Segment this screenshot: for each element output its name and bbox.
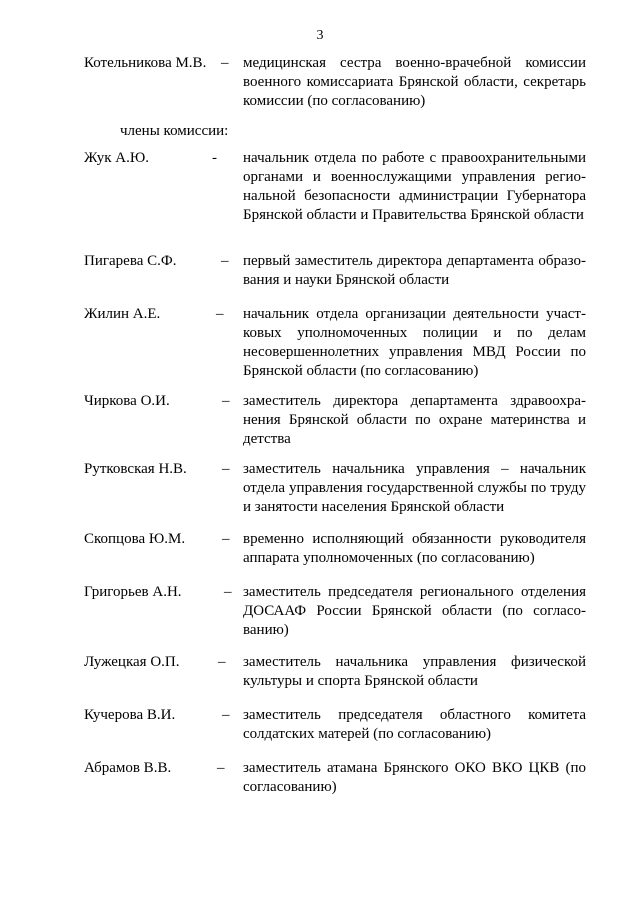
person-position: заместитель председателя регионального отделения ДОСААФ России Брянской области (по согласо-ванию): [243, 584, 586, 638]
dash-separator: –: [216, 306, 224, 322]
person-name: Абрамов В.В.: [84, 760, 172, 776]
person-position: заместитель директора департамента здравоохра-нения Брянской области по охране материнства и детства: [243, 393, 586, 447]
person-name: Жук А.Ю.: [84, 150, 149, 166]
dash-separator: –: [222, 531, 230, 547]
person-name: Кучерова В.И.: [84, 707, 176, 723]
dash-separator: –: [221, 253, 229, 269]
person-position: временно исполняющий обязанности руководителя аппарата уполномоченных (по согласованию): [243, 531, 586, 566]
dash-separator: –: [222, 393, 230, 409]
person-name: Лужецкая О.П.: [84, 654, 180, 670]
person-position: начальник отдела организации деятельности участ-ковых уполномоченных полиции и по делам несовершеннолетних управления МВД России по Брянской области (по согласованию): [243, 306, 586, 379]
person-name: Рутковская Н.В.: [84, 461, 187, 477]
person-position: медицинская сестра военно-врачебной комиссии военного комиссариата Брянской области, секретарь комиссии (по согласованию): [243, 55, 586, 109]
dash-separator: –: [217, 760, 225, 776]
dash-separator: –: [218, 654, 226, 670]
dash-separator: –: [224, 584, 232, 600]
dash-separator: –: [221, 55, 229, 71]
dash-separator: –: [222, 461, 230, 477]
person-position: заместитель председателя областного комитета солдатских матерей (по согласованию): [243, 707, 586, 742]
person-position: начальник отдела по работе с правоохранительными органами и военнослужащими управления регио-нальной безопасности администрации Губернатора Брянской области и Правительства Брянской области: [243, 150, 586, 223]
person-position: заместитель атамана Брянского ОКО ВКО ЦКВ (по согласованию): [243, 760, 586, 795]
person-position: первый заместитель директора департамента образо-вания и науки Брянской области: [243, 253, 586, 288]
person-name: Пигарева С.Ф.: [84, 253, 177, 269]
dash-separator: -: [212, 150, 217, 166]
person-name: Котельникова М.В.: [84, 55, 207, 71]
person-position: заместитель начальника управления физической культуры и спорта Брянской области: [243, 654, 586, 689]
person-name: Чиркова О.И.: [84, 393, 170, 409]
person-name: Скопцова Ю.М.: [84, 531, 186, 547]
person-name: Жилин А.Е.: [84, 306, 161, 322]
dash-separator: –: [222, 707, 230, 723]
members-label: члены комиссии:: [120, 123, 229, 139]
person-position: заместитель начальника управления – начальник отдела управления государственной службы по труду и занятости населения Брянской области: [243, 461, 586, 515]
page-number: 3: [316, 28, 324, 43]
person-name: Григорьев А.Н.: [84, 584, 182, 600]
